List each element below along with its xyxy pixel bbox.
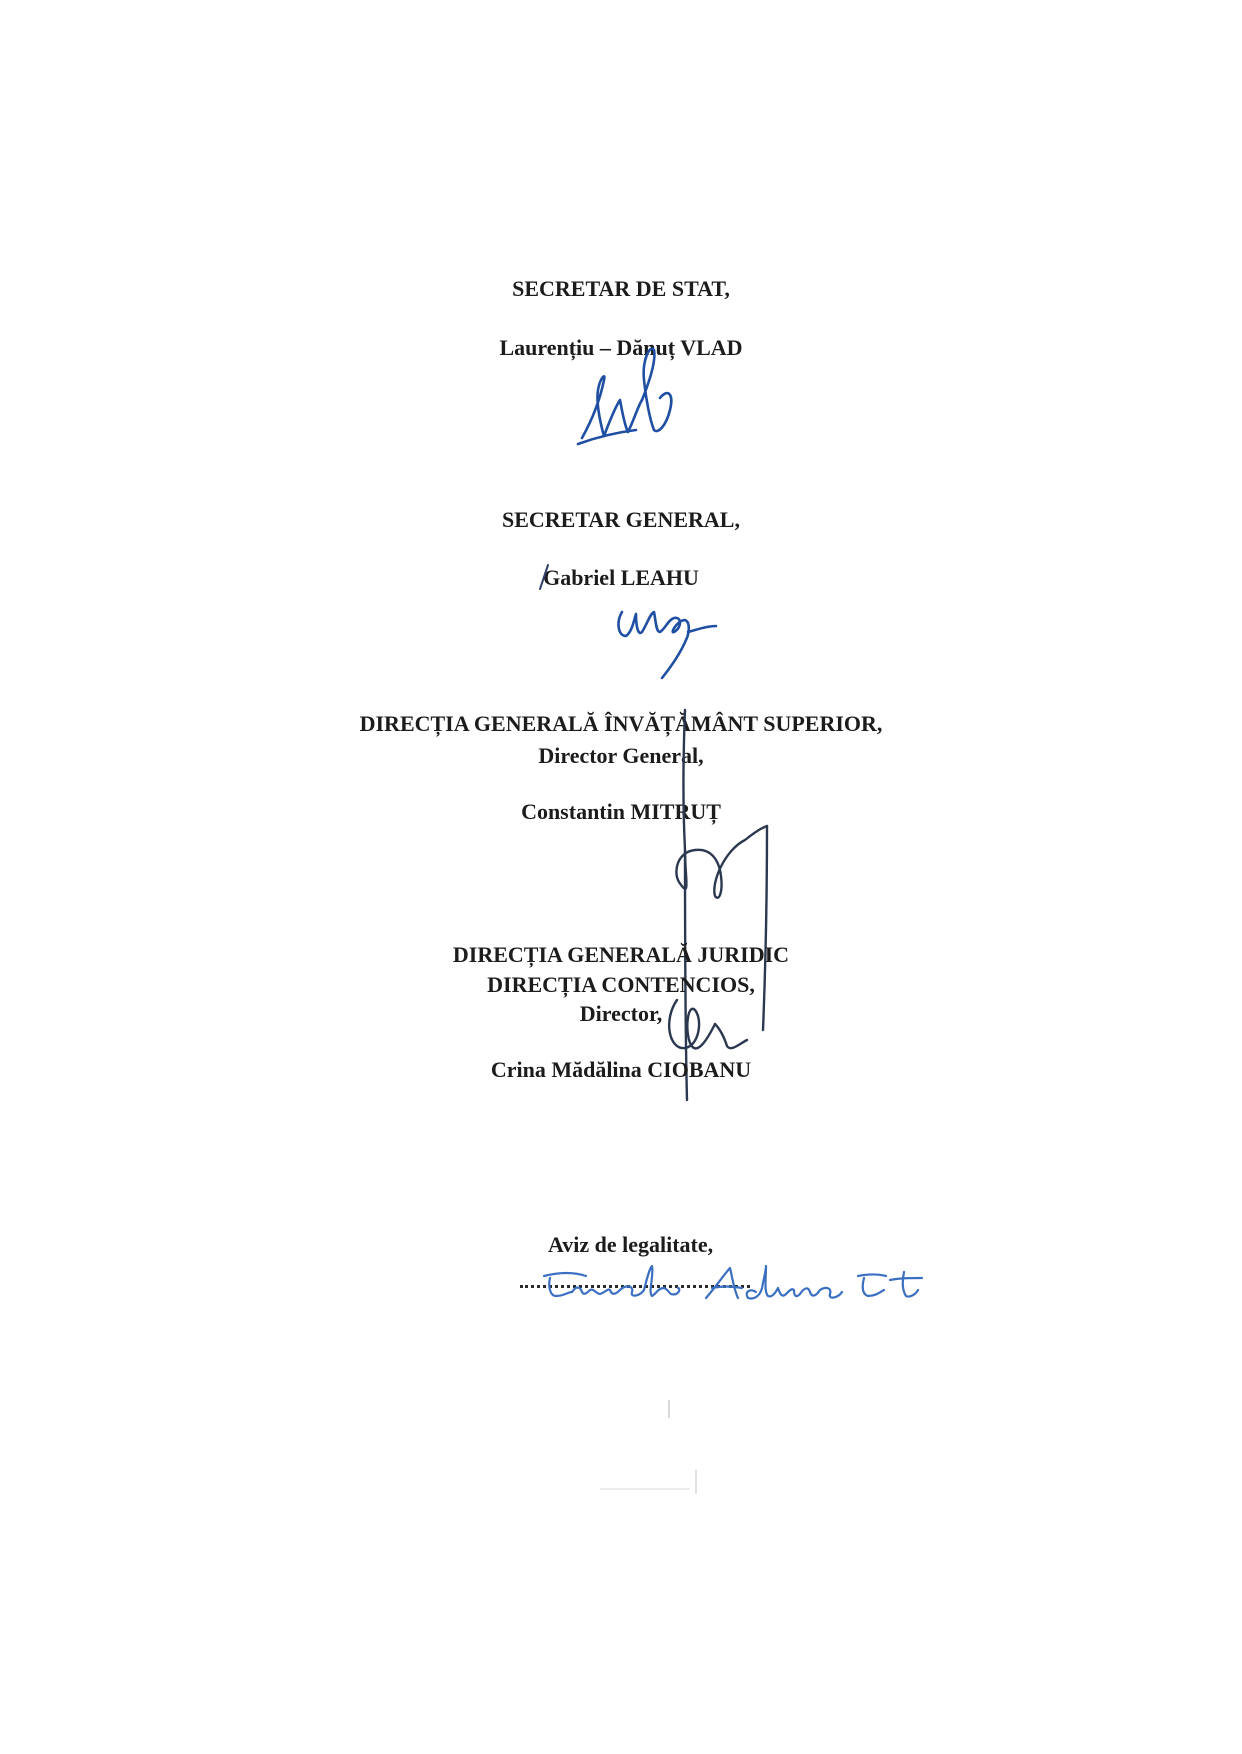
dgis-name: Constantin MITRUȚ — [521, 799, 721, 824]
secretar-general-title: SECRETAR GENERAL, — [502, 507, 740, 532]
signature-leahu-slash — [536, 562, 552, 592]
secretar-general-name: Gabriel LEAHU — [543, 565, 699, 590]
scan-artifact — [668, 1400, 670, 1418]
secretar-de-stat-name: Laurențiu – Dănuț VLAD — [499, 335, 743, 360]
secretar-de-stat-title: SECRETAR DE STAT, — [512, 276, 730, 301]
juridic-role: Director, — [579, 1001, 663, 1026]
signature-leahu — [610, 592, 720, 682]
juridic-name: Crina Mădălina CIOBANU — [490, 1057, 752, 1082]
scan-artifact — [695, 1470, 697, 1494]
juridic-title-line2: DIRECȚIA CONTENCIOS, — [487, 972, 755, 997]
dgis-role: Director General, — [538, 743, 704, 768]
scan-artifact — [600, 1488, 690, 1490]
signature-vlad — [570, 340, 680, 460]
aviz-legalitate-label: Aviz de legalitate, — [548, 1232, 714, 1257]
dgis-title: DIRECȚIA GENERALĂ ÎNVĂȚĂMÂNT SUPERIOR, — [359, 711, 883, 736]
juridic-title-line1: DIRECȚIA GENERALĂ JURIDIC — [452, 942, 790, 967]
signature-enache-adina — [530, 1262, 950, 1322]
